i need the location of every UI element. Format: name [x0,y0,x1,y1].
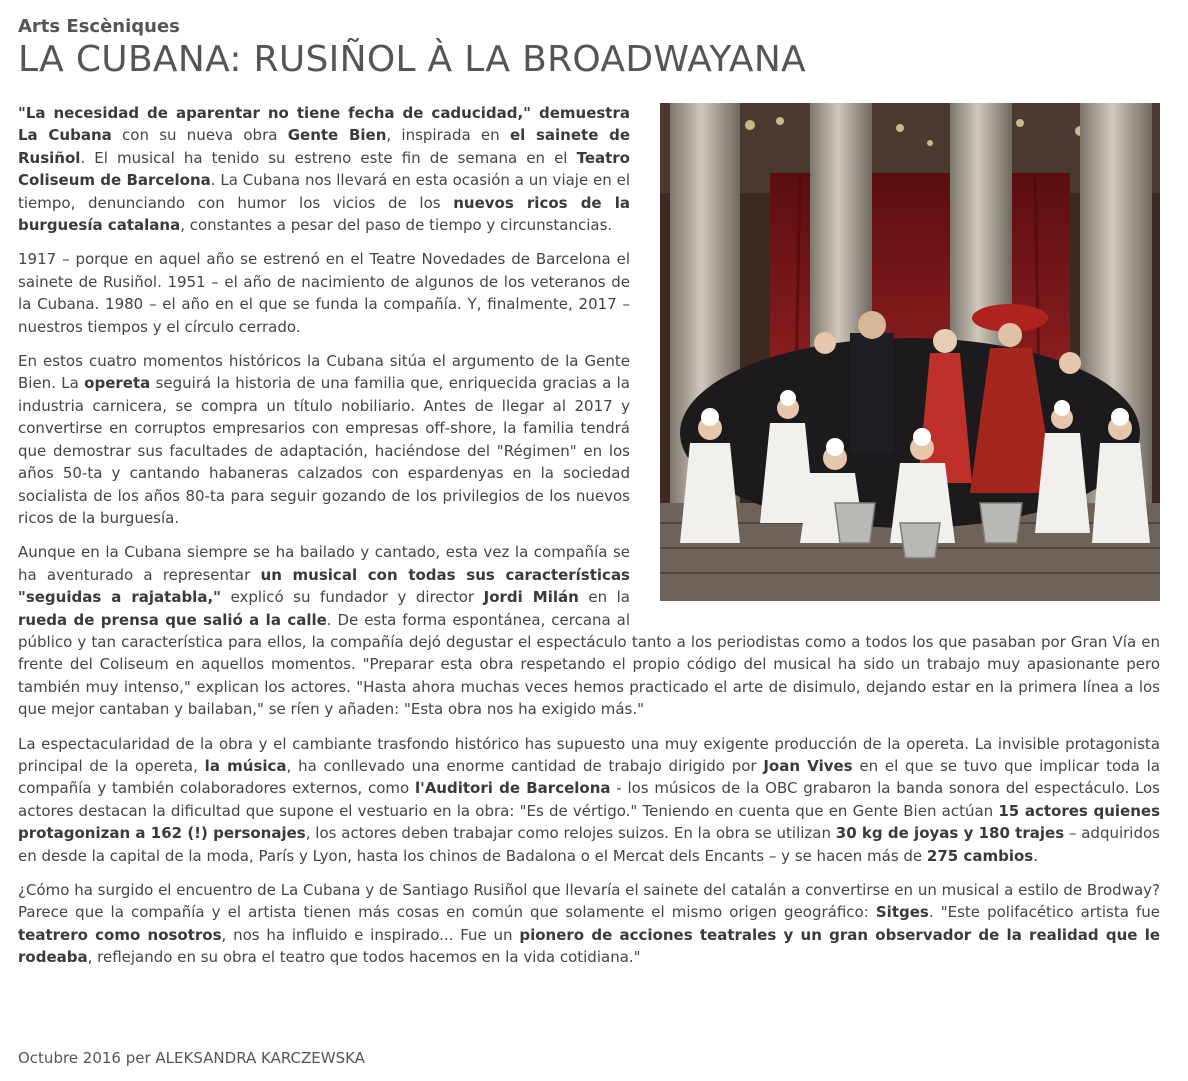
text-span: . El musical ha tenido su estreno este fin de semana en el [80,148,577,167]
bold-text: la música [204,756,287,775]
text-span: , reflejando en su obra el teatro que todos hacemos en la vida cotidiana." [87,948,641,967]
bold-text: 15 actores quienes protagonizan a 162 (!) personajes [18,801,1161,843]
bold-text: rueda de prensa que salió a la calle [18,610,327,629]
text-span: ¿Cómo ha surgido el encuentro de La Cubana y de Santiago Rusiñol que llevaría el sainete del catalán a convertirse en un musical a estilo de Brodway? Parece que la compañía y el artista tienen más cosas en común que solamente el mismo origen geográfico: [18,881,1160,922]
bold-text: opereta [84,374,151,393]
section-label: Arts Escèniques [18,16,180,37]
bold-text: 30 kg de joyas y 180 trajes [835,824,1065,843]
text-span: . "Este polifacético artista fue [928,903,1161,922]
text-span: – adquiridos en desde la capital de la moda, París y Lyon, hasta los chinos de Badalona o el Mercat dels Encants – y se hacen más de [18,824,1160,865]
paragraph-6 [18,879,1160,969]
bold-text: teatrero como nosotros [18,925,222,944]
text-span: 1917 – porque en aquel año se estrenó en el Teatre Novedades de Barcelona el sainete de Rusiñol. 1951 – el año de nacimiento de algunos de los veteranos de la Cubana. 1980 – el año en el que se funda la compañía. Y, finalmente, 2017 – nuestros tiempos y el círculo cerrado. [18,250,630,336]
bold-text: un musical con todas sus características "seguidas a rajatabla," [18,565,630,607]
text-span: , ha conllevado una enorme cantidad de trabajo dirigido por [286,756,764,775]
text-span: explicó su fundador y director [220,588,484,607]
text-span: , los actores deben trabajar como relojes suizos. En la obra se utilizan [305,824,836,843]
text-span: , nos ha influido e inspirado... Fue un [221,925,520,944]
bold-text: 275 cambios [926,846,1034,865]
bold-text: Joan Vives [763,756,853,775]
page-title: LA CUBANA: RUSIÑOL À LA BROADWAYANA [18,39,806,80]
bold-text: Teatro Coliseum de Barcelona [18,148,630,190]
paragraph-5 [18,733,1160,867]
bold-text: nuevos ricos de la burguesía catalana [18,193,630,235]
text-span: seguirá la historia de una familia que, enriquecida gracias a la industria carnicera, se compra un título nobiliario. Antes de llegar al 2017 y convertirse en corruptos empresarios con empresas off-shore, la familia tendrá que demostrar sus facultades de adaptación, haciéndose del "Régimen" en los años 50-ta y cantando habaneras calzados con espardenyas en la sociedad socialista de los años 80-ta para seguir gozando de los privilegios de los nuevos ricos de la burguesía. [18,374,630,527]
bold-text: "La necesidad de aparentar no tiene fecha de caducidad," demuestra La Cubana [18,104,630,145]
bold-text: Gente Bien [287,126,387,145]
bold-text: pionero de acciones teatrales y un gran observador de la realidad que le rodeaba [18,925,1161,967]
text-span: En estos cuatro momentos históricos la Cubana sitúa el argumento de la Gente Bien. La [18,352,630,393]
article-body [18,102,1160,969]
author-byline: Octubre 2016 per ALEKSANDRA KARCZEWSKA [18,1049,365,1067]
text-span: La espectacularidad de la obra y el cambiante trasfondo histórico has supuesto una muy exigente producción de la opereta. La invisible protagonista principal de la opereta, [18,734,1160,775]
cast-photo [660,103,1160,601]
text-span: , constantes a pesar del paso de tiempo y circunstancias. [180,216,613,235]
bold-text: Sitges [875,903,929,922]
article-page [18,14,1160,981]
text-span: con su nueva obra [111,126,288,145]
text-span: , inspirada en [386,126,510,145]
text-span: en el que se tuvo que implicar toda la compañía y también colaboradores externos, como [18,756,1161,798]
text-span: - los músicos de la OBC grabaron la banda sonora del espectáculo. Los actores destacan la dificultad que supone el vestuario en la obra: "Es de vértigo." Teniendo en cuenta que en Gente Bien actúan [18,779,1160,820]
bold-text: Jordi Milán [483,588,579,607]
cast-photo-drawing [660,103,1160,601]
bold-text: el sainete de Rusiñol [18,126,630,167]
text-span: . [1033,846,1038,865]
text-span: Aunque en la Cubana siempre se ha bailado y cantado, esta vez la compañía se ha aventurado a representar [18,543,630,584]
bold-text: l'Auditori de Barcelona [414,779,611,798]
text-span: en la [578,588,630,607]
text-span: . La Cubana nos llevará en esta ocasión a un viaje en el tiempo, denunciando con humor los vicios de los [18,171,630,212]
text-span: . De esta forma espontánea, cercana al público y tan característica para ellos, la compañía dejó degustar el espectáculo tanto a los periodistas como a todos los que pasaban por Gran Vía en frente del Coliseum en aquellos momentos. "Preparar esta obra respetando el propio código del musical ha sido un trabajo muy apasionante pero también muy intenso," explican los actores. "Hasta ahora muchas veces hemos practicado el arte de disimulo, dejando estar en la primera línea a los que mejor cantaban y bailaban," se ríen y añaden: "Esta obra nos ha exigido más." [18,610,1160,719]
